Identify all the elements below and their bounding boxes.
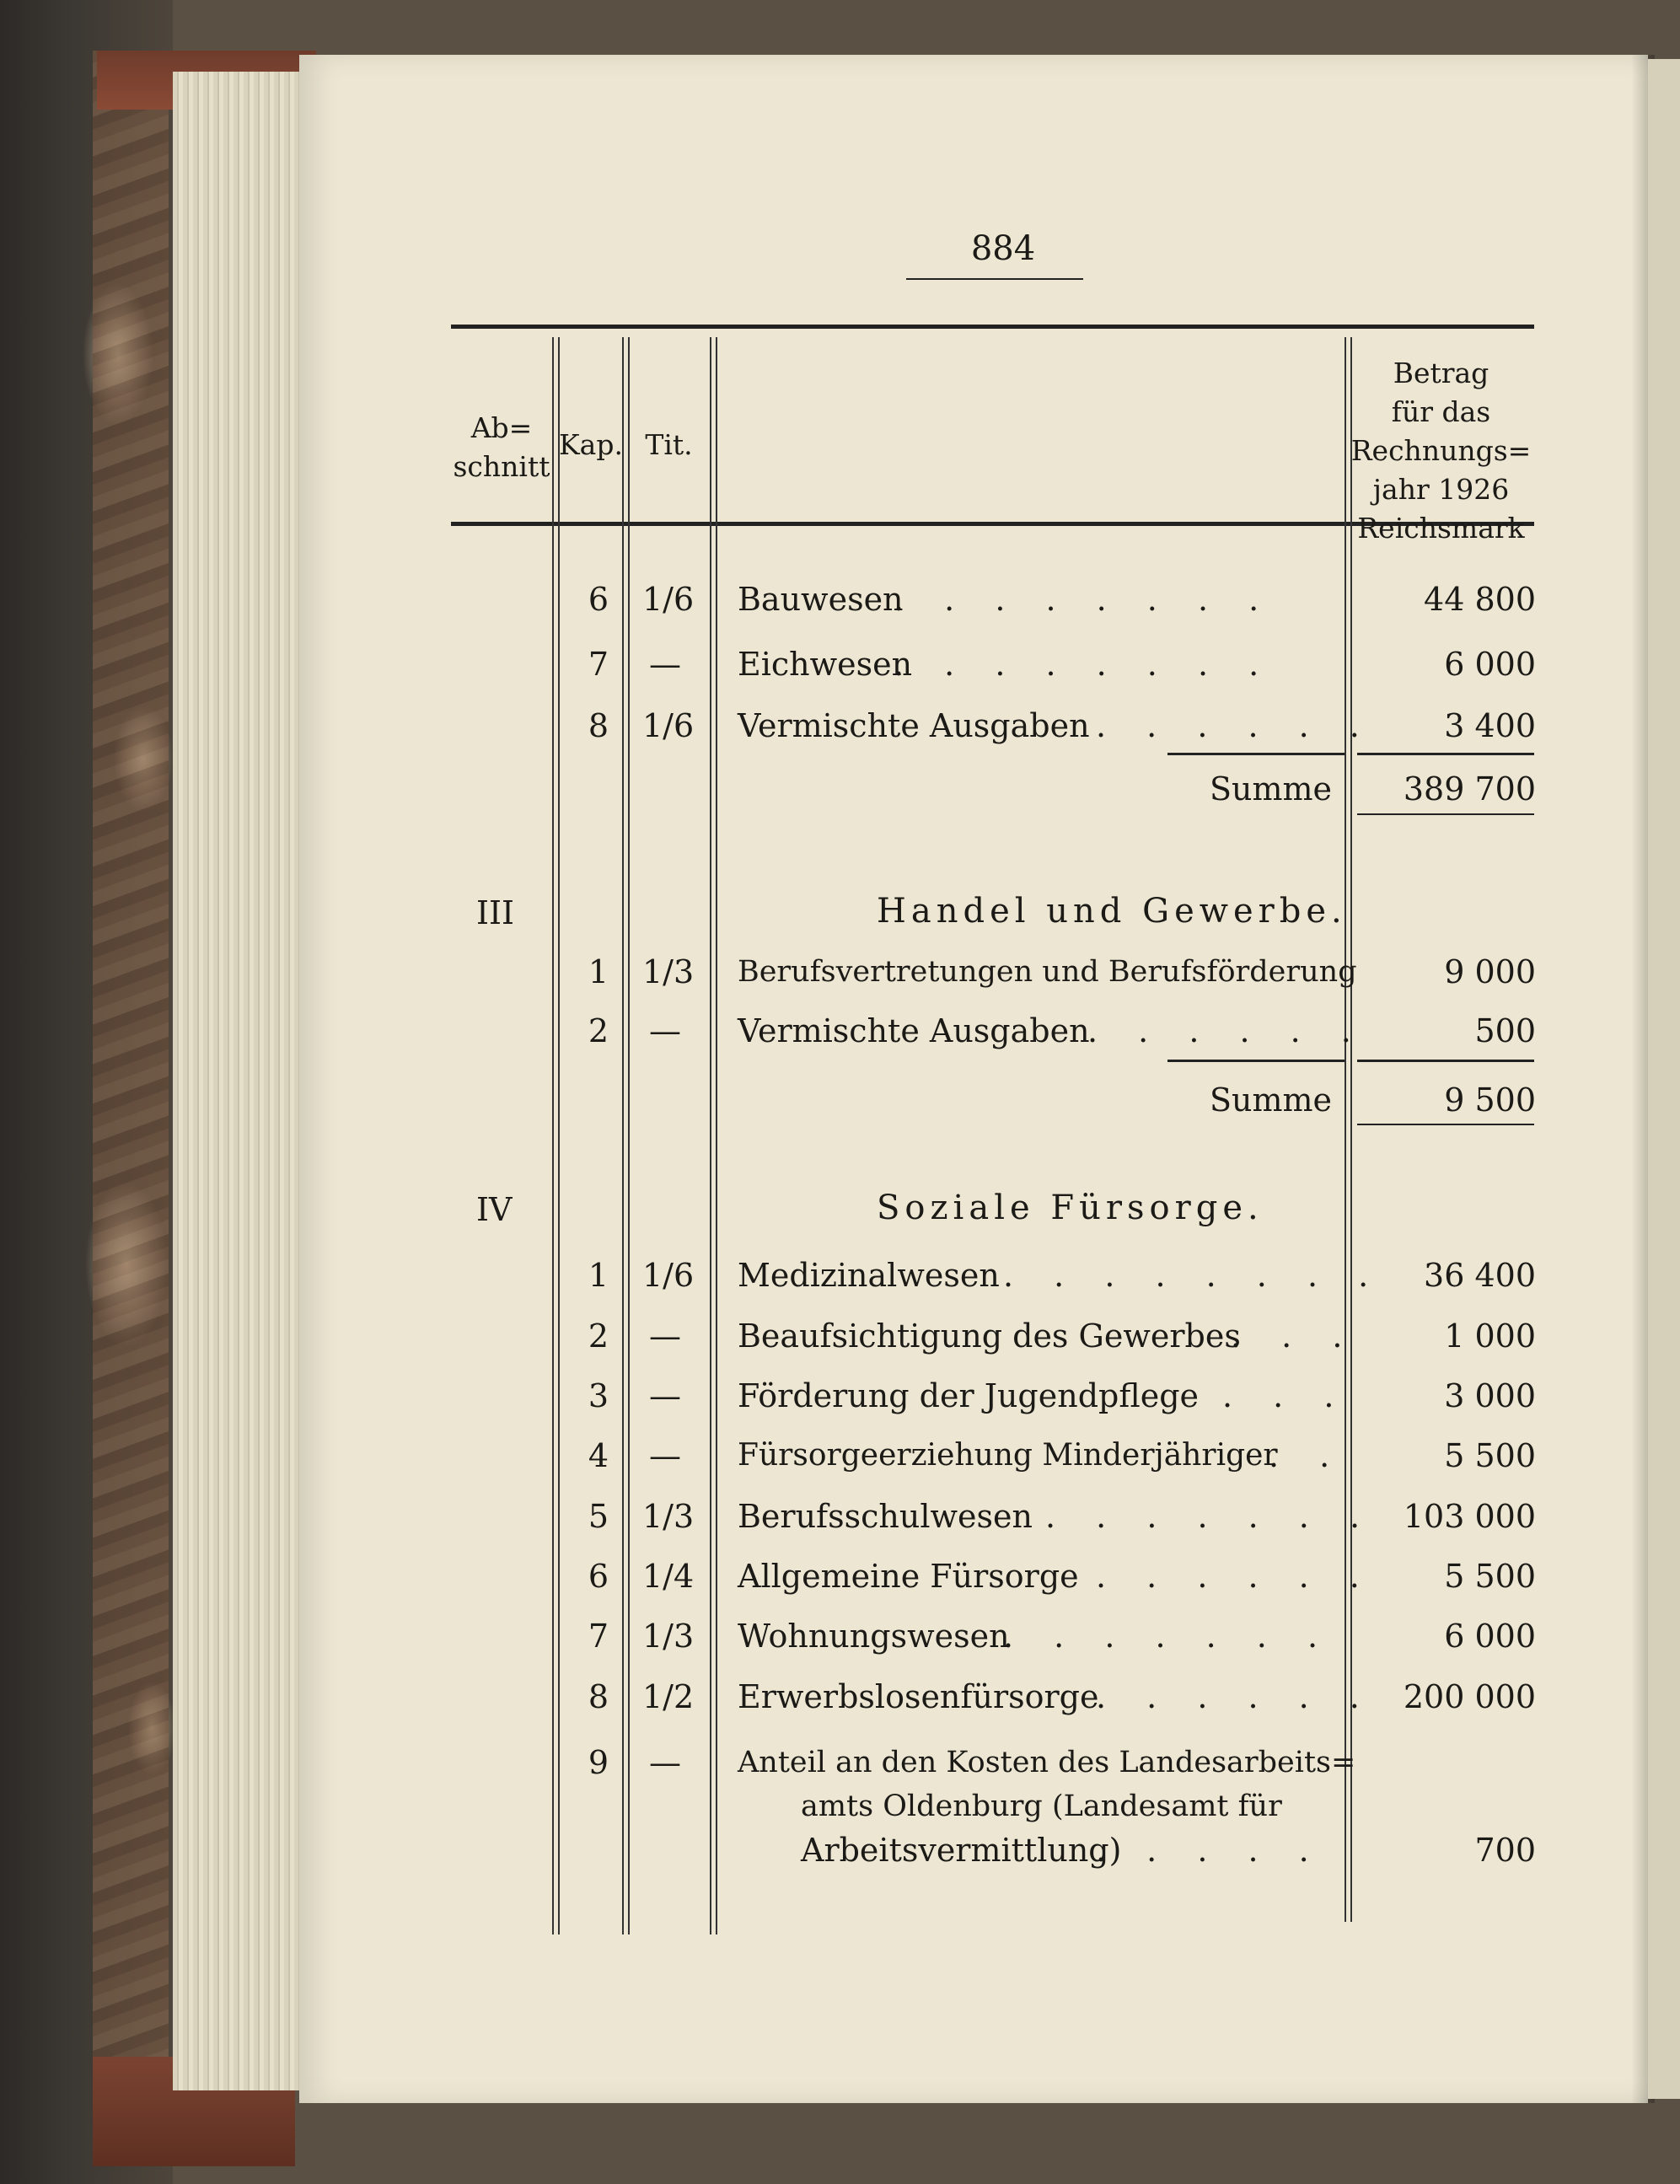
amount-cell: 500 bbox=[1474, 1012, 1536, 1049]
kap-cell: 4 bbox=[588, 1437, 609, 1474]
tit-cell: 1/3 bbox=[642, 1498, 695, 1535]
facing-page-edge bbox=[1648, 59, 1680, 2099]
item-text: Vermischte Ausgaben bbox=[738, 707, 1090, 744]
kap-cell: 9 bbox=[588, 1744, 609, 1781]
section-number: III bbox=[476, 894, 515, 931]
tit-cell: 1/3 bbox=[642, 1618, 695, 1655]
item-text: Berufsschulwesen bbox=[738, 1498, 1033, 1535]
header-kap: Kap. bbox=[559, 428, 623, 461]
tit-cell: — bbox=[649, 1437, 681, 1474]
column-divider bbox=[622, 337, 624, 1934]
item-text: Förderung der Jugendpflege bbox=[738, 1377, 1200, 1414]
kap-cell: 2 bbox=[588, 1012, 609, 1049]
header-betrag-line: Rechnungs= bbox=[1350, 434, 1532, 467]
tit-cell: 1/6 bbox=[642, 1257, 695, 1294]
page-number: 884 bbox=[970, 229, 1036, 268]
amount-cell: 6 000 bbox=[1444, 1618, 1536, 1655]
page-number-rule bbox=[906, 278, 1083, 280]
item-text: Anteil an den Kosten des Landesarbeits= bbox=[738, 1746, 1356, 1779]
item-text: Erwerbslosenfürsorge bbox=[738, 1678, 1099, 1715]
header-betrag-line: Betrag bbox=[1393, 357, 1489, 389]
leader-dots: . . . bbox=[1231, 1317, 1358, 1355]
item-text-continued: Arbeitsvermittlung) bbox=[801, 1832, 1122, 1869]
item-text: Beaufsichtigung des Gewerbes bbox=[738, 1317, 1241, 1355]
kap-cell: 7 bbox=[588, 646, 609, 683]
section-number: IV bbox=[476, 1191, 513, 1228]
leader-dots: . . . . . . . bbox=[1003, 1618, 1334, 1655]
header-abschnitt-line: Ab= bbox=[470, 411, 533, 444]
kap-cell: 3 bbox=[588, 1377, 609, 1414]
leader-dots: . . . bbox=[1222, 1377, 1350, 1414]
tit-cell: 1/2 bbox=[642, 1678, 695, 1715]
header-betrag-line: Reichsmark bbox=[1357, 512, 1525, 545]
kap-cell: 2 bbox=[588, 1317, 609, 1355]
leader-dots: . . . . . . . . bbox=[1003, 1257, 1384, 1294]
sum-rule bbox=[1357, 753, 1534, 755]
sum-rule bbox=[1357, 1060, 1534, 1062]
sum-underline bbox=[1357, 1124, 1534, 1125]
amount-cell: 6 000 bbox=[1444, 646, 1536, 683]
header-betrag-line: für das bbox=[1391, 395, 1491, 428]
sum-label: Summe bbox=[1209, 770, 1332, 808]
amount-cell: 36 400 bbox=[1424, 1257, 1536, 1294]
item-text: Allgemeine Fürsorge bbox=[738, 1558, 1079, 1595]
sum-rule bbox=[1167, 1060, 1345, 1062]
kap-cell: 8 bbox=[588, 1678, 609, 1715]
kap-cell: 5 bbox=[588, 1498, 609, 1535]
header-betrag-line: jahr 1926 bbox=[1372, 473, 1510, 506]
amount-cell: 103 000 bbox=[1403, 1498, 1536, 1535]
item-text: Bauwesen bbox=[738, 581, 904, 618]
tit-cell: — bbox=[649, 1744, 681, 1781]
item-text-continued: amts Oldenburg (Landesamt für bbox=[801, 1790, 1282, 1823]
tit-cell: 1/6 bbox=[642, 707, 695, 744]
amount-cell: 200 000 bbox=[1403, 1678, 1536, 1715]
amount-cell: 700 bbox=[1474, 1832, 1536, 1869]
section-title: Soziale Fürsorge. bbox=[877, 1189, 1264, 1227]
column-divider bbox=[710, 337, 711, 1934]
amount-cell: 5 500 bbox=[1444, 1558, 1536, 1595]
amount-cell: 5 500 bbox=[1444, 1437, 1536, 1474]
tit-cell: 1/3 bbox=[642, 953, 695, 990]
leader-dots: . . . . . . bbox=[1087, 1012, 1366, 1049]
tit-cell: — bbox=[649, 1012, 681, 1049]
page-stack-edges bbox=[173, 72, 308, 2090]
column-divider bbox=[552, 337, 554, 1934]
tit-cell: 1/4 bbox=[642, 1558, 695, 1595]
tit-cell: — bbox=[649, 1317, 681, 1355]
amount-cell: 44 800 bbox=[1424, 581, 1536, 618]
tit-cell: 1/6 bbox=[642, 581, 695, 618]
sum-underline bbox=[1357, 813, 1534, 815]
item-text: Medizinalwesen bbox=[738, 1257, 1000, 1294]
sum-label: Summe bbox=[1209, 1081, 1332, 1119]
amount-cell: 1 000 bbox=[1444, 1317, 1536, 1355]
amount-cell: 9 000 bbox=[1444, 953, 1536, 990]
item-text: Vermischte Ausgaben bbox=[738, 1012, 1090, 1049]
item-text: Wohnungswesen bbox=[738, 1618, 1010, 1655]
kap-cell: 1 bbox=[588, 953, 609, 990]
header-abschnitt-line: schnitt bbox=[453, 450, 550, 483]
kap-cell: 1 bbox=[588, 1257, 609, 1294]
column-divider bbox=[628, 337, 630, 1934]
item-text: Berufsvertretungen und Berufsförderung bbox=[738, 955, 1357, 989]
kap-cell: 6 bbox=[588, 581, 609, 618]
kap-cell: 6 bbox=[588, 1558, 609, 1595]
leader-dots: . . bbox=[1269, 1437, 1345, 1474]
table-top-rule bbox=[451, 325, 1534, 329]
leader-dots: . . . . . . bbox=[1096, 707, 1375, 744]
tit-cell: — bbox=[649, 1377, 681, 1414]
leader-dots: . . . . . . bbox=[1096, 1678, 1375, 1715]
header-abschnitt bbox=[451, 409, 552, 486]
amount-cell: 3 400 bbox=[1444, 707, 1536, 744]
leader-dots: . . . . . . . . bbox=[894, 646, 1275, 683]
leader-dots: . . . . . . bbox=[1096, 1558, 1375, 1595]
item-text: Eichwesen bbox=[738, 646, 913, 683]
header-tit: Tit. bbox=[645, 428, 693, 461]
amount-cell: 3 000 bbox=[1444, 1377, 1536, 1414]
sum-amount: 9 500 bbox=[1444, 1081, 1536, 1119]
sum-rule bbox=[1167, 753, 1345, 755]
tit-cell: — bbox=[649, 646, 681, 683]
leader-dots: . . . . . . . . bbox=[894, 581, 1275, 618]
kap-cell: 7 bbox=[588, 1618, 609, 1655]
leader-dots: . . . . . bbox=[1096, 1832, 1324, 1869]
kap-cell: 8 bbox=[588, 707, 609, 744]
item-text: Fürsorgeerziehung Minderjähriger bbox=[738, 1438, 1278, 1473]
book-cover-marbling bbox=[93, 51, 169, 2158]
leader-dots: . . . . . . . bbox=[1045, 1498, 1376, 1535]
column-divider bbox=[716, 337, 717, 1934]
header-betrag bbox=[1350, 354, 1532, 548]
sum-amount: 389 700 bbox=[1403, 770, 1536, 808]
section-title: Handel und Gewerbe. bbox=[877, 892, 1347, 931]
